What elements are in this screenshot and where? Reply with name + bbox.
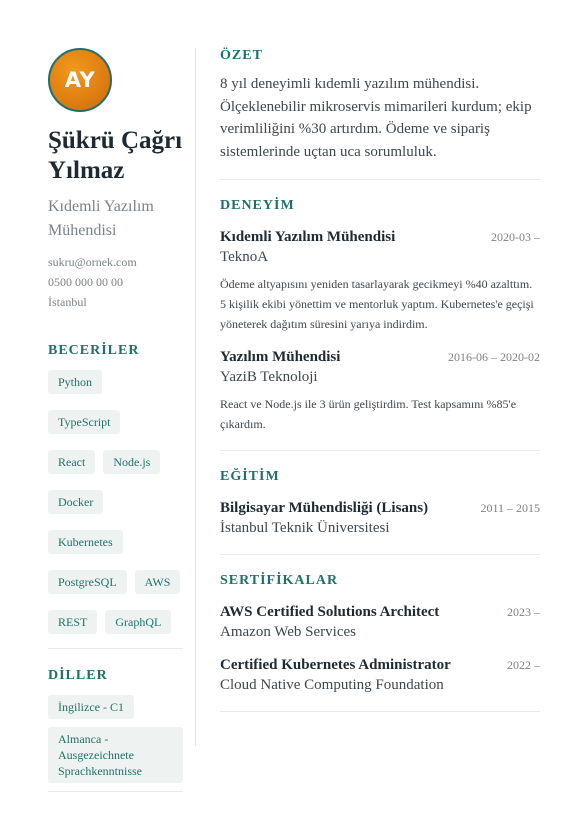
experience-section — [220, 198, 540, 451]
languages-section — [48, 668, 183, 792]
skill-tag: Node.js — [103, 450, 160, 474]
job-description: React ve Node.js ile 3 ürün geliştirdim. Test kapsamını %85'e çıkardım. — [220, 397, 517, 431]
certification-entry — [220, 655, 540, 695]
school-name: İstanbul Teknik Üniversitesi — [220, 520, 390, 536]
education-heading: EĞİTİM — [220, 469, 280, 484]
skill-tag: AWS — [135, 570, 181, 594]
main-content — [220, 48, 540, 712]
certification-issuer: Cloud Native Computing Foundation — [220, 677, 444, 693]
skill-tag: GraphQL — [105, 610, 171, 634]
section-divider — [220, 554, 540, 555]
experience-heading: DENEYİM — [220, 198, 295, 213]
skill-tag: Kubernetes — [48, 530, 123, 554]
certification-name: AWS Certified Solutions Architect — [220, 604, 440, 620]
section-divider — [48, 791, 183, 792]
skill-tag: TypeScript — [48, 410, 120, 434]
avatar: AY — [48, 48, 112, 112]
experience-entry — [220, 347, 540, 434]
certification-dates: 2023 – — [507, 605, 540, 619]
certification-entry — [220, 602, 540, 642]
skill-tag: React — [48, 450, 95, 474]
job-role: Kıdemli Yazılım Mühendisi — [220, 229, 396, 245]
certification-name: Certified Kubernetes Administrator — [220, 657, 451, 673]
languages-list — [48, 695, 183, 783]
job-company: YaziB Teknoloji — [220, 369, 318, 385]
education-section — [220, 469, 540, 555]
skills-heading: BECERİLER — [48, 343, 140, 358]
summary-heading: ÖZET — [220, 48, 263, 63]
education-entry — [220, 498, 540, 538]
skill-tag: PostgreSQL — [48, 570, 127, 594]
skill-tag: Docker — [48, 490, 103, 514]
skills-tags — [48, 370, 183, 634]
section-divider — [220, 179, 540, 180]
contact-info — [48, 252, 183, 312]
sidebar — [48, 48, 183, 792]
summary-section — [220, 48, 540, 180]
skills-section — [48, 343, 183, 649]
job-title: Kıdemli Yazılım Mühendisi — [48, 198, 154, 239]
skill-tag: REST — [48, 610, 97, 634]
degree-name: Bilgisayar Mühendisliği (Lisans) — [220, 500, 429, 516]
certification-issuer: Amazon Web Services — [220, 624, 356, 640]
certifications-section — [220, 573, 540, 712]
job-dates: 2016-06 – 2020-02 — [448, 350, 540, 364]
email-text: sukru@ornek.com — [48, 255, 137, 269]
section-divider — [48, 648, 183, 649]
section-divider — [220, 711, 540, 712]
job-role: Yazılım Mühendisi — [220, 349, 341, 365]
certification-dates: 2022 – — [507, 658, 540, 672]
phone-text: 0500 000 00 00 — [48, 275, 123, 289]
job-dates: 2020-03 – — [491, 230, 540, 244]
certifications-heading: SERTİFİKALAR — [220, 573, 339, 588]
job-description: Ödeme altyapısını yeniden tasarlayarak gecikmeyi %40 azalttım. 5 kişilik ekibi yönettim ve mentorluk yaptım. Kubernetes'e geçişi yöneterek dağıtım süresini yarıya indirdim. — [220, 277, 534, 331]
language-tag: İngilizce - C1 — [48, 695, 134, 719]
job-company: TeknoA — [220, 249, 269, 265]
language-tag: Almanca - Ausgezeichnete Sprachkenntnisse — [48, 727, 183, 783]
skill-tag: Python — [48, 370, 102, 394]
person-name: Şükrü Çağrı Yılmaz — [48, 127, 183, 184]
section-divider — [220, 450, 540, 451]
city-text: İstanbul — [48, 295, 87, 309]
languages-heading: DİLLER — [48, 668, 108, 683]
education-dates: 2011 – 2015 — [480, 501, 540, 515]
summary-text: 8 yıl deneyimli kıdemli yazılım mühendisi. Ölçeklenebilir mikroservis mimarileri kurdum; ekip verimliliğini %30 artırdım. Ödeme ve sipariş sistemlerinde uçtan uca sorumluluk. — [220, 76, 532, 160]
column-divider — [195, 48, 196, 746]
experience-entry — [220, 227, 540, 334]
